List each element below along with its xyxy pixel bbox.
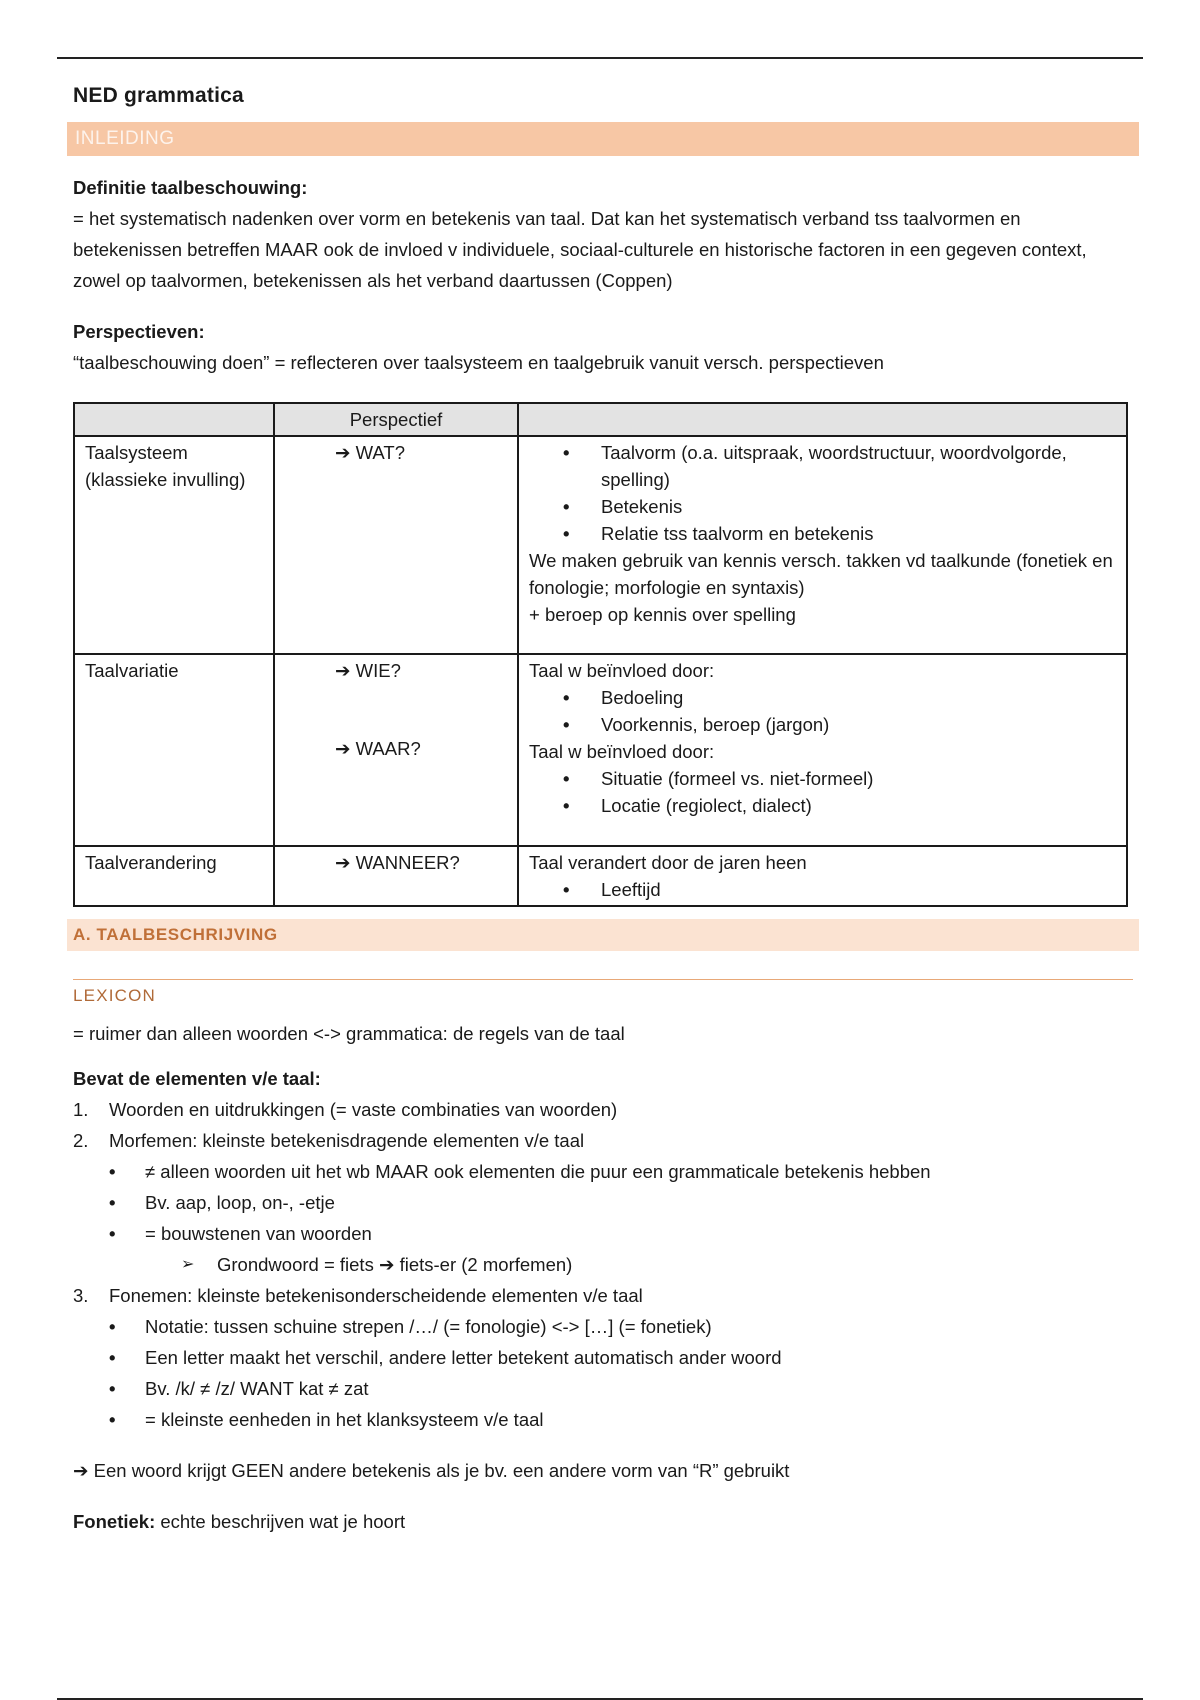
perspectives-table [73,402,1128,907]
definition-block [73,172,1133,378]
row-intro: Taal w beïnvloed door: [529,741,715,762]
question-line [285,735,507,762]
list-item: • = kleinste eenheden in het klanksysteem v/e taal [109,1404,1133,1435]
numbered-list [73,1094,1133,1156]
list-number: 3. [73,1285,89,1306]
list-item: • Locatie (regiolect, dialect) [601,792,1116,819]
list-item [73,1125,1133,1156]
list-item: • Betekenis [601,493,1116,520]
fonetiek-text: echte beschrijven wat je hoort [160,1511,406,1532]
fonetiek-label: Fonetiek: [73,1511,156,1532]
lexicon-body [73,1018,1133,1537]
perspectives-text: “taalbeschouwing doen” = reflecteren over taalsysteem en taalgebruik vanuit versch. perspectieven [73,352,884,373]
row-intro: Taal verandert door de jaren heen [529,852,807,873]
row-name: Taalsysteem [85,442,188,463]
definition-heading: Definitie taalbeschouwing: [73,177,308,198]
list-number: 1. [73,1099,89,1120]
section-heading-taalbeschrijving: A. TAALBESCHRIJVING [67,919,1139,951]
table-cell-question [274,436,518,654]
question-text: WAT? [355,442,405,463]
arrow-icon: ➔ [335,442,351,463]
list-item: ➢ Grondwoord = fiets ➔ fiets-er (2 morfemen) [181,1249,1133,1280]
document-body [73,84,1133,1537]
top-rule [57,57,1143,59]
perspectives-heading: Perspectieven: [73,321,205,342]
table-cell-name: Taalvariatie [74,654,274,846]
lexicon-definition: = ruimer dan alleen woorden <-> grammatica: de regels van de taal [73,1023,625,1044]
list-item-text: Fonemen: kleinste betekenisonderscheidende elementen v/e taal [109,1285,643,1306]
bullet-list [73,1156,1133,1249]
list-item: • Taalvorm (o.a. uitspraak, woordstructuur, woordvolgorde, spelling) [601,439,1116,493]
question-text: WANNEER? [355,852,460,873]
row-intro: Taal w beïnvloed door: [529,660,715,681]
table-header-row [74,403,1127,436]
list-item: • = bouwstenen van woorden [109,1218,1133,1249]
subsection-heading-lexicon: LEXICON [73,979,1133,1006]
sub-bullet-list [73,1249,1133,1280]
question-line [285,657,507,684]
list-item-text: Morfemen: kleinste betekenisdragende elementen v/e taal [109,1130,585,1151]
table-cell-question [274,654,518,846]
list-item: • Relatie tss taalvorm en betekenis [601,520,1116,547]
table-row [74,654,1127,846]
list-item: • Bv. /k/ ≠ /z/ WANT kat ≠ zat [109,1373,1133,1404]
list-item: • Een letter maakt het verschil, andere letter betekent automatisch ander woord [109,1342,1133,1373]
table-row [74,436,1127,654]
list-item [73,1280,1133,1311]
list-number: 2. [73,1130,89,1151]
table-header-cell: Perspectief [274,403,518,436]
bullet-list [529,684,1116,738]
arrow-icon: ➔ [335,852,351,873]
definition-text: = het systematisch nadenken over vorm en betekenis van taal. Dat kan het systematisch verband tss taalvormen en betekenissen betreffen MAAR ook de invloed v individuele, sociaal-culturele en historische factoren in een gegeven context, zowel op taalvormen, betekenissen als het verband daartussen (Coppen) [73,208,1087,291]
arrow-icon: ➔ [335,738,351,759]
list-item: • Situatie (formeel vs. niet-formeel) [601,765,1116,792]
question-line [285,439,507,466]
question-line [285,849,507,876]
list-item: • Leeftijd [601,876,1116,903]
table-cell-name: Taalverandering [74,846,274,906]
question-text: WAAR? [355,738,421,759]
bullet-list [529,765,1116,819]
bullet-list [529,876,1116,903]
list-item-text: Woorden en uitdrukkingen (= vaste combinaties van woorden) [109,1099,618,1120]
table-cell-name [74,436,274,654]
lexicon-contains-heading: Bevat de elementen v/e taal: [73,1068,321,1089]
bullet-list [529,439,1116,547]
lexicon-conclusion: ➔ Een woord krijgt GEEN andere betekenis als je bv. een andere vorm van “R” gebruikt [73,1460,790,1481]
list-item: • Voorkennis, beroep (jargon) [601,711,1116,738]
table-cell-description [518,436,1127,654]
table-header-cell [74,403,274,436]
section-heading-inleiding: INLEIDING [67,122,1139,156]
list-item: • Bv. aap, loop, on-, -etje [109,1187,1133,1218]
row-note: We maken gebruik van kennis versch. takken vd taalkunde (fonetiek en fonologie; morfologie en syntaxis) [529,550,1113,598]
list-item [73,1094,1133,1125]
document-title: NED grammatica [73,84,244,107]
numbered-list [73,1280,1133,1311]
bullet-list [73,1311,1133,1435]
table-cell-description [518,846,1127,906]
table-header-cell [518,403,1127,436]
row-name-sub: (klassieke invulling) [85,469,246,490]
list-item: • Notatie: tussen schuine strepen /…/ (= fonologie) <-> […] (= fonetiek) [109,1311,1133,1342]
arrow-icon: ➔ [335,660,351,681]
question-text: WIE? [355,660,401,681]
table-cell-description [518,654,1127,846]
list-item: • ≠ alleen woorden uit het wb MAAR ook elementen die puur een grammaticale betekenis hebben [109,1156,1133,1187]
fonetiek-line [73,1506,1133,1537]
row-note: + beroep op kennis over spelling [529,604,796,625]
list-item: • Bedoeling [601,684,1116,711]
table-row [74,846,1127,906]
table-cell-question [274,846,518,906]
